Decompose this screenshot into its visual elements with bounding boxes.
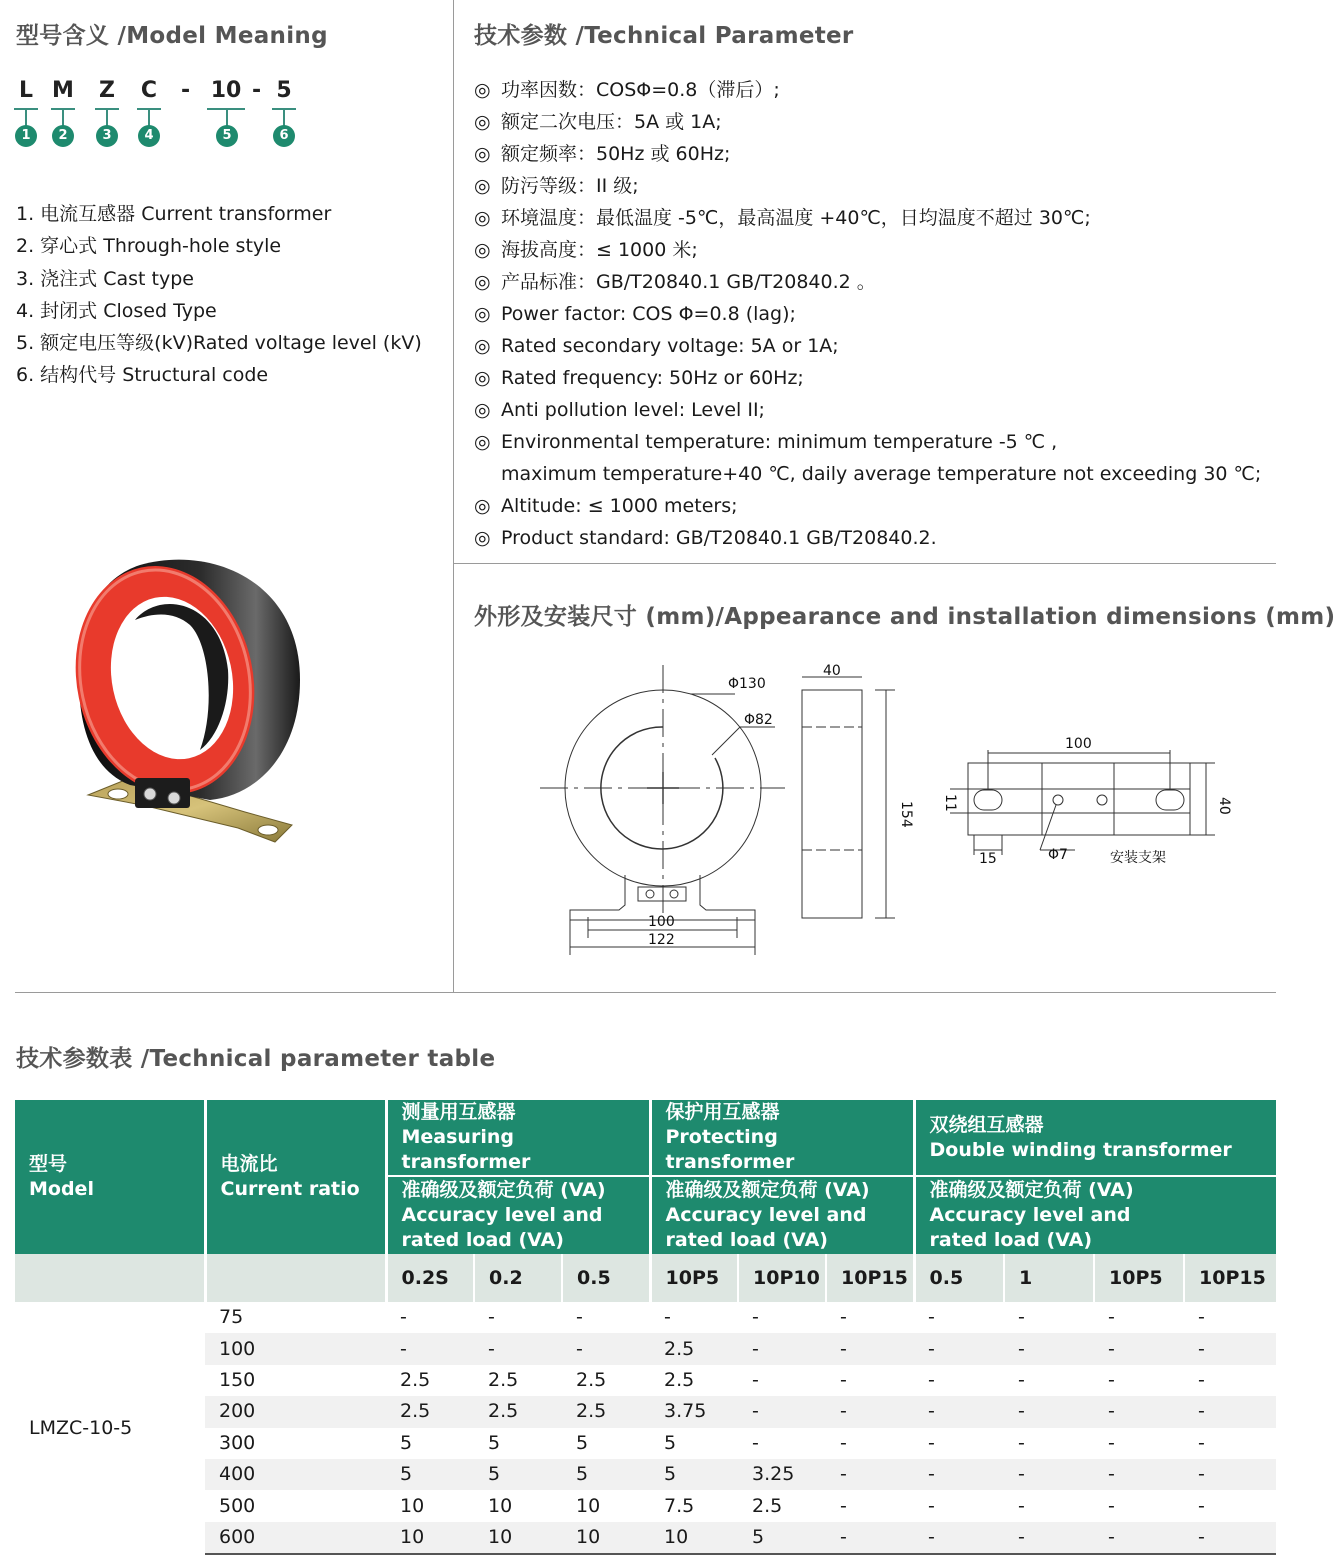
meaning-item: 5. 额定电压等级(kV)Rated voltage level (kV) — [16, 332, 422, 355]
value-cell: - — [1198, 1368, 1205, 1391]
value-cell: - — [1184, 1522, 1276, 1554]
header-sub-en: rated load (VA) — [665, 1229, 828, 1251]
param-line — [474, 266, 1261, 298]
value-cell: - — [840, 1431, 847, 1454]
param-text: Product standard: GB/T20840.1 GB/T20840.2. — [501, 527, 937, 549]
value-cell: - — [1004, 1459, 1094, 1490]
header-sub-cn: 准确级及额定负荷 (VA) — [929, 1179, 1134, 1201]
bullet-icon: ◎ — [474, 143, 491, 165]
header-sub-en: rated load (VA) — [401, 1229, 564, 1251]
dimensions-heading: 外形及安装尺寸 (mm)/Appearance and installation dimensions (mm) — [474, 604, 1335, 630]
label-foot-122: 122 — [648, 932, 675, 948]
param-text: Rated secondary voltage: 5A or 1A; — [501, 335, 839, 357]
header-ratio-cn: 电流比 — [220, 1153, 278, 1175]
value-cell: - — [1108, 1368, 1115, 1391]
value-cell: - — [752, 1368, 759, 1391]
value-cell: - — [928, 1306, 935, 1329]
bullet-icon: ◎ — [474, 335, 491, 357]
column-header: 0.2S — [386, 1254, 474, 1302]
column-header: 1 — [1004, 1254, 1094, 1302]
value-cell: - — [1108, 1306, 1115, 1329]
code-stem-2 — [62, 108, 64, 126]
value-cell: - — [386, 1333, 474, 1364]
value-cell: 3.25 — [738, 1459, 826, 1490]
column-header: 0.5 — [562, 1254, 650, 1302]
value-cell: - — [1184, 1333, 1276, 1364]
column-header-blank — [15, 1254, 205, 1302]
ratio-cell: 400 — [205, 1459, 386, 1490]
tech-parameter-list — [474, 74, 1261, 554]
code-marker-2: 2 — [52, 125, 74, 147]
header-group-cn: 测量用互感器 — [401, 1101, 516, 1123]
label-phi130: Φ130 — [728, 676, 766, 692]
header-sub-en: Accuracy level and — [401, 1204, 603, 1226]
column-header: 10P5 — [650, 1254, 738, 1302]
header-group-en: Measuring transformer — [401, 1126, 531, 1173]
value-cell: - — [840, 1368, 847, 1391]
value-cell: 10 — [400, 1494, 425, 1517]
value-cell: - — [474, 1333, 562, 1364]
param-text: Altitude: ≤ 1000 meters; — [501, 495, 738, 517]
meaning-item: 1. 电流互感器 Current transformer — [16, 203, 332, 225]
bullet-icon: ◎ — [474, 495, 491, 517]
value-cell: - — [1018, 1306, 1025, 1329]
value-cell: - — [840, 1306, 847, 1329]
header-model-en: Model — [29, 1178, 94, 1200]
code-marker-1: 1 — [15, 125, 37, 147]
value-cell: 10 — [474, 1522, 562, 1554]
param-line — [474, 394, 1261, 426]
ratio-cell: 75 — [219, 1306, 244, 1329]
code-letter-l: L — [18, 78, 34, 103]
bullet-icon: ◎ — [474, 111, 491, 133]
header-group-en: Protecting transformer — [665, 1126, 795, 1173]
value-cell: - — [1094, 1459, 1184, 1490]
param-line — [474, 138, 1261, 170]
table-row — [15, 1396, 1276, 1427]
value-cell: 2.5 — [562, 1396, 650, 1427]
parameter-table — [15, 1100, 1276, 1555]
value-cell: - — [1018, 1368, 1025, 1391]
meaning-item: 3. 浇注式 Cast type — [16, 267, 194, 290]
value-cell: 2.5 — [400, 1368, 431, 1391]
code-voltage: 10 — [210, 78, 242, 103]
model-meaning-list — [16, 198, 422, 392]
value-cell: - — [914, 1396, 1004, 1427]
code-letter-c: C — [140, 78, 158, 103]
ratio-cell: 200 — [205, 1396, 386, 1427]
label-bracket: 安装支架 — [1110, 850, 1166, 866]
value-cell: 3.75 — [650, 1396, 738, 1427]
bullet-icon: ◎ — [474, 303, 491, 325]
param-line — [474, 202, 1261, 234]
column-header-blank — [205, 1254, 386, 1302]
value-cell: 5 — [474, 1459, 562, 1490]
label-bracket-15: 15 — [979, 851, 997, 867]
value-cell: - — [1018, 1431, 1025, 1454]
value-cell: - — [1184, 1396, 1276, 1427]
value-cell: 5 — [400, 1431, 413, 1454]
ratio-cell: 150 — [219, 1368, 256, 1391]
value-cell: 2.5 — [386, 1396, 474, 1427]
param-line — [474, 170, 1261, 202]
param-text: 额定频率：50Hz 或 60Hz; — [501, 143, 731, 165]
value-cell: - — [1018, 1494, 1025, 1517]
header-model — [15, 1100, 205, 1254]
label-phi7: Φ7 — [1048, 847, 1068, 863]
bullet-icon: ◎ — [474, 175, 491, 197]
code-dash-1: - — [181, 78, 191, 103]
label-phi82: Φ82 — [744, 712, 773, 728]
table-row — [15, 1428, 1276, 1459]
bullet-icon: ◎ — [474, 239, 491, 261]
ratio-cell: 300 — [219, 1431, 256, 1454]
value-cell: - — [1184, 1459, 1276, 1490]
code-dash-2: - — [252, 78, 262, 103]
label-bracket-100: 100 — [1065, 736, 1092, 752]
value-cell: - — [1004, 1396, 1094, 1427]
param-text: 海拔高度：≤ 1000 米; — [501, 239, 698, 261]
param-line-continuation: maximum temperature+40 ℃, daily average temperature not exceeding 30 ℃; — [501, 463, 1262, 485]
value-cell: - — [928, 1431, 935, 1454]
header-sub-en: rated load (VA) — [929, 1229, 1092, 1251]
meaning-item: 2. 穿心式 Through-hole style — [16, 235, 282, 258]
value-cell: 5 — [664, 1431, 677, 1454]
bullet-icon: ◎ — [474, 271, 491, 293]
value-cell: - — [400, 1306, 407, 1329]
model-cell: LMZC-10-5 — [15, 1302, 205, 1554]
params-divider — [453, 563, 1276, 564]
value-cell: 10 — [386, 1522, 474, 1554]
meaning-item: 4. 封闭式 Closed Type — [16, 299, 217, 322]
value-cell: 10 — [488, 1494, 513, 1517]
value-cell: 7.5 — [664, 1494, 695, 1517]
table-row — [15, 1333, 1276, 1364]
bullet-icon: ◎ — [474, 527, 491, 549]
bullet-icon: ◎ — [474, 431, 491, 453]
column-header: 0.2 — [474, 1254, 562, 1302]
header-accuracy-3 — [914, 1176, 1276, 1254]
param-line — [474, 522, 1261, 554]
header-model-cn: 型号 — [29, 1153, 68, 1175]
header-sub-cn: 准确级及额定负荷 (VA) — [401, 1179, 606, 1201]
column-header: 0.5 — [914, 1254, 1004, 1302]
header-accuracy-1 — [386, 1176, 650, 1254]
param-text: 功率因数：COSΦ=0.8（滞后）; — [501, 79, 780, 101]
value-cell: - — [664, 1306, 671, 1329]
param-line — [474, 426, 1261, 458]
value-cell: 10 — [650, 1522, 738, 1554]
header-sub-en: Accuracy level and — [665, 1204, 867, 1226]
table-row — [15, 1459, 1276, 1490]
value-cell: - — [826, 1333, 914, 1364]
column-header: 10P15 — [1184, 1254, 1276, 1302]
table-heading: 技术参数表 /Technical parameter table — [16, 1046, 496, 1072]
param-line — [474, 298, 1261, 330]
code-marker-3: 3 — [96, 125, 118, 147]
param-line — [474, 362, 1261, 394]
param-line — [474, 74, 1261, 106]
value-cell: - — [1198, 1306, 1205, 1329]
value-cell: - — [752, 1431, 759, 1454]
value-cell: - — [928, 1494, 935, 1517]
code-marker-4: 4 — [138, 125, 160, 147]
header-ratio-en: Current ratio — [220, 1178, 360, 1200]
value-cell: - — [826, 1396, 914, 1427]
code-letter-m: M — [52, 78, 74, 103]
value-cell: - — [914, 1459, 1004, 1490]
meaning-item: 6. 结构代号 Structural code — [16, 364, 269, 387]
value-cell: 5 — [562, 1459, 650, 1490]
param-text: 防污等级：II 级; — [501, 175, 639, 197]
ratio-cell: 600 — [205, 1522, 386, 1554]
value-cell: - — [1004, 1333, 1094, 1364]
value-cell: - — [562, 1333, 650, 1364]
value-cell: - — [840, 1494, 847, 1517]
table-row — [15, 1365, 1276, 1396]
label-foot-100: 100 — [648, 914, 675, 930]
value-cell: - — [826, 1522, 914, 1554]
param-text: Rated frequency: 50Hz or 60Hz; — [501, 367, 804, 389]
value-cell: 5 — [650, 1459, 738, 1490]
label-side-40: 40 — [823, 663, 841, 679]
value-cell: 5 — [738, 1522, 826, 1554]
code-stem-3 — [106, 108, 108, 126]
value-cell: 2.5 — [474, 1396, 562, 1427]
model-meaning-heading: 型号含义 /Model Meaning — [16, 23, 328, 49]
value-cell: - — [914, 1522, 1004, 1554]
tech-parameter-heading: 技术参数 /Technical Parameter — [474, 23, 854, 49]
code-marker-5: 5 — [216, 125, 238, 147]
bullet-icon: ◎ — [474, 207, 491, 229]
code-marker-6: 6 — [273, 125, 295, 147]
dimension-drawing — [530, 655, 1230, 965]
header-double-winding — [914, 1100, 1276, 1176]
value-cell: - — [1198, 1431, 1205, 1454]
ratio-cell: 100 — [205, 1333, 386, 1364]
vertical-divider — [453, 0, 454, 992]
param-text: Anti pollution level: Level II; — [501, 399, 765, 421]
param-line — [474, 106, 1261, 138]
value-cell: - — [1198, 1494, 1205, 1517]
table-row — [15, 1522, 1276, 1554]
param-line — [474, 234, 1261, 266]
header-accuracy-2 — [650, 1176, 914, 1254]
header-sub-en: Accuracy level and — [929, 1204, 1131, 1226]
param-text: 额定二次电压：5A 或 1A; — [501, 111, 722, 133]
header-sub-cn: 准确级及额定负荷 (VA) — [665, 1179, 870, 1201]
table-row — [15, 1490, 1276, 1521]
table-row — [15, 1302, 1276, 1333]
section-divider — [15, 992, 1276, 993]
value-cell: - — [928, 1368, 935, 1391]
param-line — [474, 330, 1261, 362]
param-text: Environmental temperature: minimum temperature -5 ℃ , — [501, 431, 1058, 453]
label-bracket-40: 40 — [1216, 797, 1232, 815]
column-header: 10P10 — [738, 1254, 826, 1302]
value-cell: - — [1108, 1494, 1115, 1517]
value-cell: - — [1094, 1396, 1184, 1427]
value-cell: - — [752, 1306, 759, 1329]
code-letter-z: Z — [99, 78, 115, 103]
header-ratio — [205, 1100, 386, 1254]
bullet-icon: ◎ — [474, 367, 491, 389]
label-bracket-11: 11 — [942, 794, 958, 812]
param-text: 环境温度：最低温度 -5℃，最高温度 +40℃，日均温度不超过 30℃; — [501, 207, 1091, 229]
value-cell: - — [488, 1306, 495, 1329]
header-measuring — [386, 1100, 650, 1176]
value-cell: - — [576, 1306, 583, 1329]
param-text: Power factor: COS Φ=0.8 (lag); — [501, 303, 796, 325]
code-stem-6 — [283, 108, 285, 126]
value-cell: 5 — [576, 1431, 589, 1454]
header-group-cn: 双绕组互感器 — [929, 1113, 1044, 1136]
label-side-154: 154 — [898, 801, 914, 828]
column-header: 10P5 — [1094, 1254, 1184, 1302]
value-cell: 2.5 — [488, 1368, 519, 1391]
product-photo — [70, 550, 310, 870]
value-cell: 5 — [488, 1431, 501, 1454]
code-structure: 5 — [276, 78, 292, 103]
table-body — [15, 1302, 1276, 1554]
header-group-en: Double winding transformer — [929, 1138, 1232, 1161]
value-cell: - — [738, 1396, 826, 1427]
value-cell: - — [1004, 1522, 1094, 1554]
ratio-cell: 500 — [219, 1494, 256, 1517]
column-header-row — [15, 1254, 1276, 1302]
bullet-icon: ◎ — [474, 399, 491, 421]
bullet-icon: ◎ — [474, 79, 491, 101]
value-cell: 2.5 — [650, 1333, 738, 1364]
header-group-cn: 保护用互感器 — [665, 1101, 780, 1123]
value-cell: 5 — [386, 1459, 474, 1490]
value-cell: - — [738, 1333, 826, 1364]
header-protecting — [650, 1100, 914, 1176]
param-text: 产品标准：GB/T20840.1 GB/T20840.2 。 — [501, 271, 876, 293]
value-cell: 10 — [576, 1494, 601, 1517]
value-cell: - — [914, 1333, 1004, 1364]
value-cell: - — [1094, 1522, 1184, 1554]
value-cell: 2.5 — [752, 1494, 783, 1517]
value-cell: 10 — [562, 1522, 650, 1554]
value-cell: 2.5 — [576, 1368, 607, 1391]
param-line — [474, 490, 1261, 522]
code-stem-5 — [226, 108, 228, 126]
value-cell: - — [826, 1459, 914, 1490]
column-header: 10P15 — [826, 1254, 914, 1302]
code-stem-4 — [148, 108, 150, 126]
value-cell: 2.5 — [664, 1368, 695, 1391]
code-stem-1 — [25, 108, 27, 126]
value-cell: - — [1094, 1333, 1184, 1364]
value-cell: - — [1108, 1431, 1115, 1454]
